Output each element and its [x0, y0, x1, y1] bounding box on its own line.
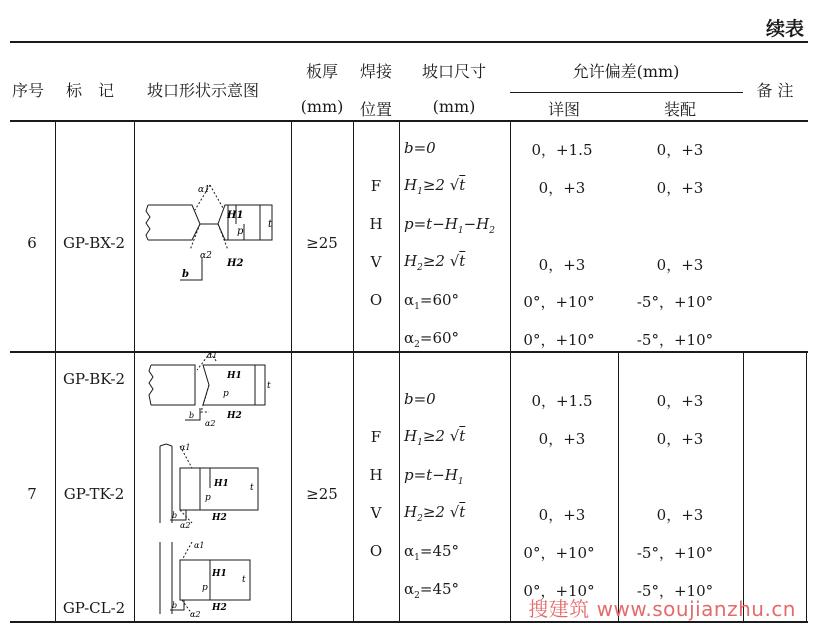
row7-assembly-5: -5°，+10°	[636, 544, 714, 562]
tolerance-subrule	[510, 92, 743, 93]
diagram-bk-t: t	[267, 381, 271, 391]
col-line-3	[291, 121, 292, 621]
row6-thickness: ≥25	[306, 234, 338, 252]
col-line-7	[618, 352, 619, 621]
col-line-2	[134, 121, 135, 621]
diagram-tk-h2: H2	[212, 513, 227, 523]
header-diagram: 坡口形状示意图	[147, 81, 260, 100]
diagram-cl-alpha1: α1	[194, 541, 205, 550]
row6-detail-1: 0，+1.5	[531, 141, 593, 159]
row7-dim-h2: $H_2\ge 2$ √t	[404, 503, 466, 524]
row7-detail-2: 0，+3	[538, 430, 586, 448]
groove-diagram-bx	[140, 180, 285, 290]
row7-dim-b: b=0	[404, 390, 436, 408]
row7-dim-a1: $\alpha_1=45^\circ$	[404, 542, 460, 563]
row7-pos-f: F	[370, 428, 382, 446]
top-rule	[10, 41, 808, 43]
diagram-cl-b: b	[172, 601, 178, 610]
diagram-bk-alpha1: α1	[207, 351, 218, 360]
header-detail: 详图	[547, 100, 581, 119]
diagram-cl-h2: H2	[212, 603, 227, 613]
row7-thickness: ≥25	[306, 485, 338, 503]
header-assembly: 装配	[663, 100, 697, 119]
row7-pos-o: O	[369, 542, 383, 560]
diagram-tk-p: p	[205, 493, 211, 503]
row6-seq: 6	[27, 234, 37, 252]
row6-dim-a2: $\alpha_2=60^\circ$	[404, 329, 460, 350]
row6-assembly-1: 0，+3	[656, 141, 704, 159]
diagram-bx-h1: H1	[227, 210, 244, 221]
row7-assembly-4: 0，+3	[656, 506, 704, 524]
table-title: 续表	[765, 18, 804, 40]
header-weld: 焊接	[359, 62, 393, 81]
diagram-cl-t: t	[242, 575, 246, 585]
row7-assembly-6: -5°，+10°	[636, 582, 714, 600]
row6-detail-5: 0°，+10°	[523, 293, 595, 311]
row7-dim-h1: $H_1\ge 2$ √t	[404, 427, 466, 448]
row7-mark-3: GP-CL-2	[62, 599, 126, 617]
row6-dim-p: $p=t-H_1-H_2$	[404, 215, 495, 236]
row6-detail-4: 0，+3	[538, 256, 586, 274]
row7-detail-4: 0，+3	[538, 506, 586, 524]
diagram-bk-h2: H2	[227, 411, 242, 421]
row6-pos-h: H	[369, 215, 383, 233]
diagram-tk-alpha1: α1	[180, 443, 191, 452]
row7-detail-1: 0，+1.5	[531, 392, 593, 410]
diagram-bx-alpha2: α2	[200, 251, 212, 261]
row6-assembly-4: 0，+3	[656, 256, 704, 274]
header-thickness: 板厚	[305, 62, 339, 81]
groove-diagram-cl	[150, 538, 285, 618]
row6-assembly-6: -5°，+10°	[636, 331, 714, 349]
header-groove: 坡口尺寸	[421, 62, 487, 81]
diagram-tk-b: b	[172, 511, 178, 520]
diagram-bk-h1: H1	[227, 371, 242, 381]
header-tolerance: 允许偏差(mm)	[572, 62, 680, 81]
row6-pos-v: V	[370, 253, 382, 271]
col-line-9	[806, 352, 807, 621]
diagram-tk-t: t	[250, 483, 254, 493]
col-line-1	[55, 121, 56, 621]
row7-dim-p: $p=t-H_1$	[404, 466, 464, 487]
row7-detail-6: 0°，+10°	[523, 582, 595, 600]
header-thickness-unit: (mm)	[300, 97, 344, 116]
header-groove-unit: (mm)	[432, 97, 476, 116]
col-line-4	[353, 121, 354, 621]
row7-pos-h: H	[369, 466, 383, 484]
diagram-bx-h2: H2	[227, 258, 244, 269]
row6-mark: GP-BX-2	[62, 234, 126, 252]
row7-dim-a2: $\alpha_2=45^\circ$	[404, 580, 460, 601]
diagram-bk-b: b	[189, 411, 195, 420]
col-line-6	[510, 121, 511, 621]
header-position: 位置	[359, 100, 393, 119]
row6-pos-f: F	[370, 177, 382, 195]
diagram-bk-p: p	[223, 389, 229, 399]
header-mark: 标 记	[66, 81, 115, 100]
diagram-bx-alpha1: α1	[198, 185, 210, 195]
row6-pos-o: O	[369, 291, 383, 309]
col-line-8	[743, 352, 744, 621]
row6-dim-a1: $\alpha_1=60^\circ$	[404, 291, 460, 312]
row6-detail-6: 0°，+10°	[523, 331, 595, 349]
row7-pos-v: V	[370, 504, 382, 522]
row6-assembly-2: 0，+3	[656, 179, 704, 197]
header-bottom-rule	[10, 120, 808, 122]
row7-assembly-2: 0，+3	[656, 430, 704, 448]
row6-dim-b: b=0	[404, 139, 436, 157]
row7-detail-5: 0°，+10°	[523, 544, 595, 562]
row6-dim-h1: $H_1\ge 2$ √t	[404, 176, 466, 197]
row-divider	[10, 351, 808, 353]
header-seq: 序号	[12, 81, 45, 100]
row7-mark-1: GP-BK-2	[62, 370, 126, 388]
row7-assembly-1: 0，+3	[656, 392, 704, 410]
diagram-cl-h1: H1	[212, 569, 227, 579]
diagram-tk-alpha2: α2	[180, 521, 191, 530]
diagram-cl-p: p	[202, 583, 208, 593]
groove-diagram-tk	[150, 438, 285, 530]
watermark: 搜建筑 www.soujianzhu.cn	[528, 597, 796, 621]
row7-seq: 7	[27, 485, 37, 503]
row6-dim-h2: $H_2\ge 2$ √t	[404, 252, 466, 273]
diagram-bx-t: t	[268, 219, 273, 230]
diagram-cl-alpha2: α2	[190, 610, 201, 618]
row6-assembly-5: -5°，+10°	[636, 293, 714, 311]
header-remark: 备 注	[756, 81, 794, 100]
groove-diagram-bk	[145, 350, 285, 430]
row6-detail-2: 0，+3	[538, 179, 586, 197]
diagram-bk-alpha2: α2	[205, 419, 216, 428]
row7-mark-2: GP-TK-2	[63, 485, 125, 503]
diagram-tk-h1: H1	[214, 479, 229, 489]
col-line-5	[399, 121, 400, 621]
diagram-bx-b: b	[182, 269, 189, 280]
diagram-bx-p: p	[237, 226, 244, 237]
